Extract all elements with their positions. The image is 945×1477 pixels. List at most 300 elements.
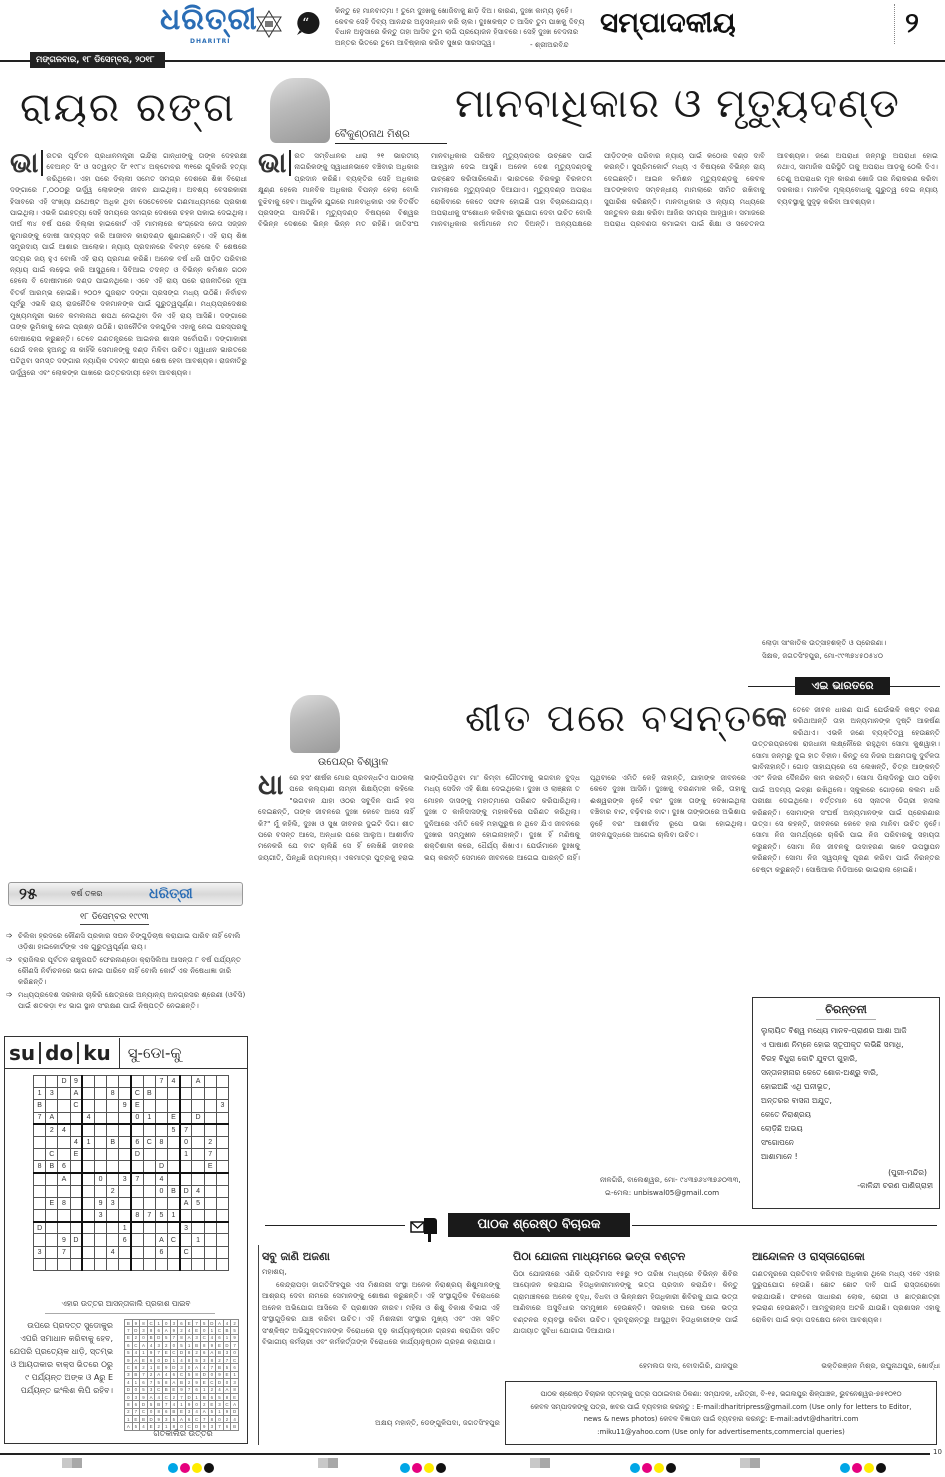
sudoku-cell[interactable] xyxy=(143,1258,155,1270)
sudoku-cell[interactable] xyxy=(107,1112,119,1124)
sudoku-cell[interactable] xyxy=(155,1258,167,1270)
sudoku-cell[interactable] xyxy=(216,1136,228,1148)
sudoku-cell: 5 xyxy=(192,1197,204,1209)
sudoku-cell[interactable] xyxy=(131,1185,143,1197)
solution-cell: D xyxy=(162,1356,170,1363)
solution-cell: 7 xyxy=(223,1356,231,1363)
sudoku-cell: E xyxy=(168,1112,180,1124)
solution-cell: 5 xyxy=(231,1327,239,1334)
solution-cell: 4 xyxy=(178,1356,186,1363)
sudoku-cell[interactable] xyxy=(204,1222,216,1234)
sudoku-cell[interactable] xyxy=(107,1161,119,1173)
poem-line: କେତେ ନିରାଶ୍ରୟ xyxy=(761,1110,811,1119)
sudoku-row xyxy=(34,1234,229,1246)
in-india-text: ତେବେ ଜୀବନ ଧାରଣ ପାଇଁ ଯେଉଁଭଳି କଷ୍ଟ ବରଣ କରିଥାଆନ୍ତି ତାହା ଅନ୍ୟମାନଙ୍କ ଦୃଷ୍ଟି ଆକର୍ଷଣ କରିଥାଏ। ଏଭଳି ଜଣେ ବ୍ୟକ୍ତିତ୍ୱ ହେଉଛନ୍ତି ଉତ୍ତରପ୍ରଦେଶ ରାଜଧାନୀ ଲକ୍ଷ୍ନୌରେ ରହୁଥିବା ସୋମା କୁଶୱାହା। ସୋମା ଜନ୍ମରୁ ଦୁଇ ହାତ ବିହୀନ। କିନ୍ତୁ ସେ ନିଜର ଅକ୍ଷମତାକୁ ଦୁର୍ବଳତା ଭାବିନାହାନ୍ତି। ଗୋଡ଼ ସାହାଯ୍ୟରେ ସେ ଲେଖନ୍ତି, ଚିତ୍ର ଆଙ୍କନ୍ତି ଏବଂ ନିଜର ଦୈନନ୍ଦିନ କାମ କରନ୍ତି। ସୋମା ପିଲାଦିନରୁ ପାଠ ପଢ଼ିବା ପାଇଁ ଅଦମ୍ୟ ଇଚ୍ଛା ରଖିଥିଲେ। ସ୍କୁଲରେ ଗୋଡ଼ରେ କଲମ ଧରି ପରୀକ୍ଷା ଦେଇଥିଲେ। ବର୍ତ୍ତମାନ ସେ ସ୍ନାତକ ଡିଗ୍ରୀ ହାସଲ କରିଛନ୍ତି। ସୋମାଙ୍କ ସଂଘର୍ଷ ଅନ୍ୟମାନଙ୍କ ପାଇଁ ପ୍ରେରଣାର ଉତ୍ସ। ସେ କହନ୍ତି, ଜୀବନରେ କେବେ ହାର ମାନିବା ଉଚିତ ନୁହେଁ। ସୋମା ନିଜ ସାମର୍ଥ୍ୟରେ ଚାକିରି ପାଇ ନିଜ ପରିବାରକୁ ସହାୟତା କରୁଛନ୍ତି। ସୋମା ନିଜ ଜୀବନକୁ ଉଦାହରଣ ଭାବେ ଉପସ୍ଥାପନ କରିଛନ୍ତି। ସୋମା ନିଜ ସ୍ୱପ୍ନକୁ ପୂରଣ କରିବା ପାଇଁ ନିରନ୍ତର ଚେଷ୍ଟା କରୁଛନ୍ତି। ସୋଷିଆଲ ମିଡିଆରେ ଭାଇରାଲ ହୋଇଛି। xyxy=(752,705,940,874)
solution-cell: E xyxy=(125,1334,133,1341)
quote-author: - ଶ୍ରୀଅରବିନ୍ଦ xyxy=(530,40,569,49)
sudoku-cell: A xyxy=(46,1112,58,1124)
sudoku-cell[interactable] xyxy=(155,1149,167,1161)
sudoku-cell[interactable] xyxy=(82,1124,94,1136)
solution-cell: E xyxy=(216,1342,224,1349)
sudoku-cell[interactable] xyxy=(58,1088,70,1100)
solution-cell: 6 xyxy=(170,1371,178,1378)
sudoku-cell[interactable] xyxy=(192,1246,204,1258)
sudoku-cell[interactable] xyxy=(216,1149,228,1161)
solution-cell: E xyxy=(147,1423,155,1430)
sudoku-cell[interactable] xyxy=(131,1258,143,1270)
solution-cell: B xyxy=(170,1408,178,1415)
black-dot-icon xyxy=(666,1463,676,1473)
sudoku-cell[interactable] xyxy=(143,1124,155,1136)
solution-cell: 7 xyxy=(193,1320,201,1327)
sudoku-cell[interactable] xyxy=(119,1136,131,1148)
section-title: ସମ୍ପାଦକୀୟ xyxy=(600,6,736,39)
solution-cell: 4 xyxy=(208,1334,216,1341)
sudoku-cell[interactable] xyxy=(143,1197,155,1209)
sudoku-cell[interactable] xyxy=(119,1149,131,1161)
sudoku-cell[interactable] xyxy=(119,1258,131,1270)
solution-cell: 8 xyxy=(231,1386,239,1393)
poem-line: ହୋଇଅଛି ଏଥି ଘନୀଭୂତ, xyxy=(761,1082,831,1091)
sudoku-cell[interactable] xyxy=(94,1234,106,1246)
sudoku-cell[interactable] xyxy=(180,1100,192,1112)
solution-cell: D xyxy=(132,1327,140,1334)
sudoku-cell[interactable] xyxy=(107,1234,119,1246)
sudoku-cell[interactable] xyxy=(34,1197,46,1209)
solution-cell: 8 xyxy=(185,1349,193,1356)
sudoku-cell[interactable] xyxy=(107,1258,119,1270)
sudoku-cell[interactable] xyxy=(216,1246,228,1258)
sudoku-cell[interactable] xyxy=(143,1222,155,1234)
sudoku-cell[interactable] xyxy=(94,1149,106,1161)
sudoku-cell[interactable] xyxy=(70,1258,82,1270)
sudoku-cell[interactable] xyxy=(216,1173,228,1185)
sudoku-cell[interactable] xyxy=(131,1076,143,1088)
sudoku-cell[interactable] xyxy=(216,1258,228,1270)
sudoku-cell: B xyxy=(143,1088,155,1100)
solution-cell: 8 xyxy=(185,1356,193,1363)
sudoku-cell[interactable] xyxy=(58,1185,70,1197)
sudoku-cell[interactable] xyxy=(94,1076,106,1088)
sudoku-cell[interactable] xyxy=(180,1161,192,1173)
author-photo-baikunthanath xyxy=(270,78,330,143)
solution-cell: 6 xyxy=(140,1379,148,1386)
sudoku-cell[interactable] xyxy=(107,1076,119,1088)
sudoku-cell[interactable] xyxy=(107,1222,119,1234)
sudoku-cell: 1 xyxy=(119,1222,131,1234)
sudoku-cell[interactable] xyxy=(131,1246,143,1258)
sudoku-cell[interactable] xyxy=(82,1258,94,1270)
sudoku-cell: D xyxy=(192,1112,204,1124)
sudoku-cell[interactable] xyxy=(204,1112,216,1124)
sudoku-cell[interactable] xyxy=(46,1258,58,1270)
sudoku-cell[interactable] xyxy=(119,1197,131,1209)
solution-cell: 5 xyxy=(132,1423,140,1430)
sudoku-cell[interactable] xyxy=(70,1246,82,1258)
sudoku-cell[interactable] xyxy=(180,1076,192,1088)
solution-cell: 5 xyxy=(200,1320,208,1327)
solution-cell: 5 xyxy=(193,1356,201,1363)
sudoku-cell[interactable] xyxy=(46,1210,58,1222)
sudoku-cell[interactable] xyxy=(34,1258,46,1270)
sudoku-cell[interactable] xyxy=(34,1173,46,1185)
sudoku-cell[interactable] xyxy=(119,1112,131,1124)
sudoku-cell[interactable] xyxy=(143,1161,155,1173)
letter-2-signoff: ହେମଲତା ଦାସ, ବୋଦାଗିରି, ଯାଜପୁର xyxy=(639,1361,738,1370)
sudoku-cell[interactable] xyxy=(180,1173,192,1185)
solution-row xyxy=(125,1356,239,1363)
sudoku-cell[interactable] xyxy=(143,1076,155,1088)
sudoku-cell[interactable] xyxy=(58,1149,70,1161)
letter-1-signoff: ଅକ୍ଷୟ ମହାନ୍ତି, ଡେଙ୍ଗୁଳିପଦା, ଜଗତସିଂହପୁର xyxy=(375,1418,500,1427)
in-india-dropcap: କେ xyxy=(752,700,787,733)
history-banner-logo: ଧରିତ୍ରୀ xyxy=(149,886,193,902)
letters-rule-right xyxy=(632,1225,937,1226)
sudoku-cell[interactable] xyxy=(204,1088,216,1100)
solution-cell: A xyxy=(162,1327,170,1334)
solution-cell: C xyxy=(140,1408,148,1415)
sudoku-cell[interactable] xyxy=(94,1136,106,1148)
sudoku-cell[interactable] xyxy=(168,1100,180,1112)
sudoku-cell: C xyxy=(131,1088,143,1100)
solution-cell: 8 xyxy=(155,1408,163,1415)
solution-cell: 8 xyxy=(147,1327,155,1334)
black-dot-icon xyxy=(436,1463,446,1473)
sudoku-cell[interactable] xyxy=(58,1258,70,1270)
sudoku-cell[interactable] xyxy=(216,1234,228,1246)
solution-cell: 4 xyxy=(140,1423,148,1430)
letter-3-title: ଆନ୍ଦୋଳନ ଓ ରାସ୍ତାରୋକୋ xyxy=(752,1250,865,1263)
sudoku-cell[interactable] xyxy=(46,1234,58,1246)
sudoku-cell[interactable] xyxy=(143,1234,155,1246)
article1-dropcap: ଭା xyxy=(258,150,291,176)
sudoku-cell[interactable] xyxy=(192,1149,204,1161)
sudoku-cell[interactable] xyxy=(70,1210,82,1222)
solution-cell: D xyxy=(178,1349,186,1356)
sudoku-cell: D xyxy=(180,1185,192,1197)
sudoku-cell[interactable] xyxy=(204,1185,216,1197)
sudoku-cell[interactable] xyxy=(82,1076,94,1088)
solution-cell: C xyxy=(231,1356,239,1363)
sudoku-cell[interactable] xyxy=(94,1100,106,1112)
sudoku-cell: 1 xyxy=(192,1234,204,1246)
sudoku-row xyxy=(34,1185,229,1197)
sudoku-cell[interactable] xyxy=(82,1149,94,1161)
sudoku-cell[interactable] xyxy=(204,1246,216,1258)
sudoku-cell: 9 xyxy=(119,1100,131,1112)
sudoku-cell[interactable] xyxy=(46,1076,58,1088)
sudoku-cell[interactable] xyxy=(155,1100,167,1112)
sudoku-cell[interactable] xyxy=(58,1222,70,1234)
sudoku-cell[interactable] xyxy=(131,1222,143,1234)
sudoku-cell[interactable] xyxy=(180,1258,192,1270)
solution-cell: B xyxy=(216,1349,224,1356)
sudoku-cell[interactable] xyxy=(119,1076,131,1088)
sudoku-cell[interactable] xyxy=(82,1173,94,1185)
sudoku-cell[interactable] xyxy=(168,1197,180,1209)
sudoku-cell[interactable] xyxy=(34,1136,46,1148)
sudoku-cell[interactable] xyxy=(192,1222,204,1234)
solution-cell: 6 xyxy=(208,1393,216,1400)
sudoku-cell[interactable] xyxy=(192,1100,204,1112)
sudoku-cell: C xyxy=(168,1234,180,1246)
sudoku-cell[interactable] xyxy=(168,1149,180,1161)
sudoku-cell: 6 xyxy=(119,1234,131,1246)
footer-page-number: 10 xyxy=(933,1448,942,1456)
solution-cell: C xyxy=(170,1349,178,1356)
solution-cell: 3 xyxy=(208,1423,216,1430)
contact-advt-email-alt[interactable]: :miku11@yahoo.com (Use only for advertisements,commercial queries) xyxy=(597,1427,845,1436)
sudoku-cell[interactable] xyxy=(46,1173,58,1185)
sudoku-cell[interactable] xyxy=(119,1246,131,1258)
solution-cell: 7 xyxy=(140,1371,148,1378)
sudoku-cell[interactable] xyxy=(82,1210,94,1222)
sudoku-header xyxy=(5,1037,247,1069)
sudoku-cell[interactable] xyxy=(82,1100,94,1112)
sudoku-cell[interactable] xyxy=(34,1210,46,1222)
sudoku-cell: A xyxy=(192,1076,204,1088)
solution-cell: 9 xyxy=(200,1423,208,1430)
sudoku-cell[interactable] xyxy=(34,1185,46,1197)
sudoku-cell[interactable] xyxy=(216,1185,228,1197)
sudoku-cell[interactable] xyxy=(192,1258,204,1270)
sudoku-cell: B xyxy=(34,1100,46,1112)
sudoku-cell[interactable] xyxy=(107,1100,119,1112)
solution-cell: 6 xyxy=(231,1364,239,1371)
sudoku-cell[interactable] xyxy=(216,1197,228,1209)
solution-cell: C xyxy=(216,1327,224,1334)
sudoku-solution-grid xyxy=(124,1319,239,1431)
sudoku-cell[interactable] xyxy=(204,1210,216,1222)
sudoku-cell[interactable] xyxy=(94,1088,106,1100)
solution-cell: A xyxy=(178,1416,186,1423)
sudoku-cell[interactable] xyxy=(94,1246,106,1258)
solution-cell: 4 xyxy=(193,1408,201,1415)
cyan-dot-icon xyxy=(840,1463,850,1473)
solution-cell: D xyxy=(155,1334,163,1341)
sudoku-cell[interactable] xyxy=(82,1185,94,1197)
sudoku-cell[interactable] xyxy=(155,1088,167,1100)
solution-cell: B xyxy=(125,1320,133,1327)
sudoku-cell[interactable] xyxy=(82,1246,94,1258)
sudoku-cell[interactable] xyxy=(216,1210,228,1222)
sudoku-cell[interactable] xyxy=(168,1161,180,1173)
solution-cell: 6 xyxy=(193,1386,201,1393)
sudoku-cell[interactable] xyxy=(94,1112,106,1124)
solution-cell: 4 xyxy=(125,1379,133,1386)
sudoku-cell: D xyxy=(34,1222,46,1234)
sudoku-cell[interactable] xyxy=(107,1210,119,1222)
sudoku-cell[interactable] xyxy=(180,1088,192,1100)
sudoku-cell[interactable] xyxy=(168,1258,180,1270)
sudoku-cell[interactable] xyxy=(70,1124,82,1136)
sudoku-cell[interactable] xyxy=(180,1210,192,1222)
article2-signoff-email[interactable]: ଇ-ମେଲ: unbiswal05@gmail.com xyxy=(605,1188,720,1197)
sudoku-cell[interactable] xyxy=(192,1124,204,1136)
sudoku-cell[interactable] xyxy=(58,1136,70,1148)
article2-text: ରେ ହସ' ଶୀର୍ଷକ ମୋର ପ୍ରବନ୍ଧଟିଏ ପାଠକଲା ପରେ କଲ୍ୟାଣୀ ନାମ୍ନୀ ଶିକ୍ଷୟିତ୍ରୀ କହିଲେ "ଭଗବାନ ଯାହା ଓଠର ସବୁଦିନ ପାଇଁ ହସ ଦେଇଛନ୍ତି, ତାଙ୍କ ଜୀବନରେ ଦୁଃଖ କେବେ ଆସେ ନାହିଁ କି?" ମୁଁ କହିଲି, ଦୁଃଖ ଓ ସୁଖ ଜୀବନର ଦୁଇଟି ଦିଗ। ଶୀତ ପରେ ବସନ୍ତ ଆସେ, ଅନ୍ଧାର ପରେ ଆଲୁଅ। ଆଶୀର୍ବାଦ ମନେକରି ଯେ ବାଟ ଚାଲିଛି ସେ ହିଁ ଲେଖିଛି ଜୀବନର ଜୟଗୀତି, ପିନ୍ଧିଛି ଜୟମାଳ୍ୟ। ଏକମାତ୍ର ପୁତ୍ରକୁ ହରାଇ ଭାଙ୍ଗିପଡ଼ିଥିବା ମା' କିମ୍ବା ଗୌତମୀକୁ ଭଗବାନ ବୁଦ୍ଧ ମଧ୍ୟ ସେଦିନ ଏହି ଶିକ୍ଷା ଦେଇଥିଲେ। ଦୁଃଖ ଓ ଲାଞ୍ଛନା ତ ମୋହନ ଦାସଙ୍କୁ ମହାତ୍ମାରେ ପରିଣତ କରିପାରିଥିଲା। ଦୁଃଖ ତ କାଳିଦାସଙ୍କୁ ମହାକବିରେ ପରିଣତ କରିଥିଲା। ଦୁନିଆରେ ଏମିତି କେହି ମହାପୁରୁଷ ନ ଥିବେ ଯିଏ ଜୀବନରେ ଦୁଃଖର ସମ୍ମୁଖୀନ ହୋଇନାହାନ୍ତି। ଦୁଃଖ ହିଁ ମଣିଷକୁ ଶକ୍ତିଶାଳୀ କରେ, ଧୈର୍ଯ୍ୟ ଶିଖାଏ। ଯେଉଁମାନେ ଦୁଃଖକୁ ଭୟ କରନ୍ତି ସେମାନେ ଜୀବନରେ ଆଗେଇ ପାରନ୍ତି ନାହିଁ। ପୃଥିବୀରେ ଏମିତି କେହି ନାହାନ୍ତି, ଯାହାଙ୍କ ଜୀବନରେ କେବେ ଦୁଃଖ ଆସିନି। ଦୁଃଖକୁ ବରଣମାଳ କରି, ତାହାକୁ ଈଶ୍ୱରଙ୍କ ନୁହେଁ ବରଂ ଦୁଃଖ ତାଙ୍କୁ ଦେଖାଇଥିଲା ବଞ୍ଚିବାର ବାଟ, ବଢ଼ିବାର ବାଟ। ଦୁଃଖ ତାଙ୍କଠାରେ ଅଭିଶାପ ନୁହେଁ ବରଂ ଆଶୀର୍ବାଦ ରୂପେ ଉଭା ହୋଇଥିଲା। ଜୀବନଯୁଦ୍ଧରେ ଆଗେଇ ଚାଲିବା ଉଚିତ। xyxy=(258,773,746,862)
sudoku-cell[interactable] xyxy=(180,1112,192,1124)
sudoku-cell: 7 xyxy=(155,1076,167,1088)
sudoku-cell[interactable] xyxy=(168,1222,180,1234)
sudoku-cell[interactable] xyxy=(131,1234,143,1246)
solution-cell: 5 xyxy=(185,1371,193,1378)
sudoku-title-divider xyxy=(77,1042,79,1064)
sudoku-cell: 7 xyxy=(143,1210,155,1222)
sudoku-cell[interactable] xyxy=(204,1234,216,1246)
sudoku-cell[interactable] xyxy=(46,1136,58,1148)
sudoku-cell[interactable] xyxy=(46,1185,58,1197)
sudoku-cell: D xyxy=(58,1076,70,1088)
sudoku-cell[interactable] xyxy=(168,1173,180,1185)
sudoku-cell[interactable] xyxy=(70,1173,82,1185)
sudoku-cell[interactable] xyxy=(119,1185,131,1197)
sudoku-cell[interactable] xyxy=(82,1161,94,1173)
sudoku-cell: 4 xyxy=(168,1076,180,1088)
sudoku-cell[interactable] xyxy=(94,1161,106,1173)
sudoku-cell[interactable] xyxy=(107,1149,119,1161)
sudoku-cell[interactable] xyxy=(143,1100,155,1112)
solution-cell: 6 xyxy=(162,1408,170,1415)
sudoku-title-divider xyxy=(39,1042,41,1064)
solution-cell: 9 xyxy=(140,1393,148,1400)
solution-cell: D xyxy=(140,1401,148,1408)
sudoku-cell[interactable] xyxy=(143,1185,155,1197)
sudoku-cell[interactable] xyxy=(192,1173,204,1185)
sudoku-cell[interactable] xyxy=(119,1088,131,1100)
sudoku-cell[interactable] xyxy=(168,1136,180,1148)
sudoku-cell[interactable] xyxy=(143,1173,155,1185)
sudoku-cell[interactable] xyxy=(216,1112,228,1124)
sudoku-cell[interactable] xyxy=(204,1076,216,1088)
sudoku-cell[interactable] xyxy=(216,1076,228,1088)
sudoku-cell[interactable] xyxy=(82,1222,94,1234)
sudoku-cell[interactable] xyxy=(94,1185,106,1197)
sudoku-cell[interactable] xyxy=(46,1246,58,1258)
in-india-title: ଏଇ ଭାରତରେ xyxy=(795,677,890,695)
sudoku-cell[interactable] xyxy=(119,1161,131,1173)
solution-cell: 3 xyxy=(178,1364,186,1371)
sudoku-cell[interactable] xyxy=(204,1197,216,1209)
sudoku-cell[interactable] xyxy=(94,1124,106,1136)
sudoku-cell[interactable] xyxy=(119,1210,131,1222)
solution-cell: 4 xyxy=(231,1416,239,1423)
sudoku-cell[interactable] xyxy=(216,1161,228,1173)
star-emblem-icon xyxy=(255,10,283,38)
sudoku-cell[interactable] xyxy=(216,1088,228,1100)
solution-cell: 2 xyxy=(193,1349,201,1356)
sudoku-cell[interactable] xyxy=(192,1088,204,1100)
yellow-dot-icon xyxy=(654,1463,664,1473)
sudoku-cell[interactable] xyxy=(70,1185,82,1197)
solution-cell: 6 xyxy=(147,1356,155,1363)
sudoku-cell[interactable] xyxy=(131,1161,143,1173)
sudoku-cell[interactable] xyxy=(119,1124,131,1136)
sudoku-cell: 0 xyxy=(94,1173,106,1185)
sudoku-cell[interactable] xyxy=(168,1088,180,1100)
yellow-dot-icon xyxy=(424,1463,434,1473)
sudoku-cell[interactable] xyxy=(46,1222,58,1234)
solution-cell: 1 xyxy=(132,1379,140,1386)
sudoku-cell[interactable] xyxy=(192,1136,204,1148)
sudoku-cell[interactable] xyxy=(216,1222,228,1234)
sudoku-cell[interactable] xyxy=(82,1234,94,1246)
sudoku-cell: 4 xyxy=(155,1173,167,1185)
byline-rule xyxy=(335,143,447,144)
yellow-dot-icon xyxy=(192,1463,202,1473)
sudoku-row xyxy=(34,1222,229,1234)
sudoku-cell[interactable] xyxy=(46,1100,58,1112)
sudoku-cell[interactable] xyxy=(155,1124,167,1136)
sudoku-cell: 2 xyxy=(204,1136,216,1148)
print-cmyk-marks xyxy=(840,1458,888,1477)
sudoku-cell[interactable] xyxy=(70,1112,82,1124)
sudoku-cell[interactable] xyxy=(192,1161,204,1173)
solution-cell: 3 xyxy=(147,1386,155,1393)
sudoku-cell[interactable] xyxy=(143,1246,155,1258)
letter-3-signoff: ଭକ୍ତିରଞ୍ଜନ ମିଶ୍ର, ରଘୁନାଥପୁର, ଖୋର୍ଦ୍ଧା xyxy=(821,1361,940,1370)
sudoku-cell[interactable] xyxy=(70,1197,82,1209)
sudoku-cell[interactable] xyxy=(155,1112,167,1124)
sudoku-cell[interactable] xyxy=(82,1088,94,1100)
solution-cell: 9 xyxy=(147,1349,155,1356)
sudoku-cell[interactable] xyxy=(180,1234,192,1246)
sudoku-cell[interactable] xyxy=(131,1124,143,1136)
sudoku-cell[interactable] xyxy=(94,1258,106,1270)
sudoku-cell[interactable] xyxy=(70,1161,82,1173)
poem-line: ସଂଗୋପନେ xyxy=(761,1138,794,1147)
sudoku-grid[interactable] xyxy=(33,1075,229,1271)
sudoku-cell[interactable] xyxy=(94,1222,106,1234)
sudoku-cell: 8 xyxy=(58,1197,70,1209)
solution-cell: 0 xyxy=(132,1386,140,1393)
solution-cell: 4 xyxy=(147,1342,155,1349)
sudoku-cell[interactable] xyxy=(107,1173,119,1185)
sudoku-cell[interactable] xyxy=(204,1100,216,1112)
contact-editor-email[interactable]: କେବଳ ସମ୍ପାଦକଙ୍କୁ ପତ୍ର, ଖବର ପାଇଁ ବ୍ୟବହାର କରନ୍ତୁ : E-mail:dharitripress@gmail.com (Use only for letters to Editor, xyxy=(530,1402,912,1411)
solution-cell: C xyxy=(193,1416,201,1423)
sudoku-cell[interactable] xyxy=(58,1210,70,1222)
sudoku-cell[interactable] xyxy=(155,1197,167,1209)
sudoku-cell[interactable] xyxy=(216,1124,228,1136)
sudoku-cell[interactable] xyxy=(204,1173,216,1185)
sudoku-cell[interactable] xyxy=(143,1149,155,1161)
solution-cell: 6 xyxy=(178,1320,186,1327)
sudoku-cell[interactable] xyxy=(131,1197,143,1209)
sudoku-cell: 3 xyxy=(34,1246,46,1258)
sudoku-cell[interactable] xyxy=(155,1222,167,1234)
contact-advt-email[interactable]: news & news photos) କେବଳ ବିଜ୍ଞାପନ ପାଇଁ ବ୍ୟବହାର କରନ୍ତୁ: E-mail:advt@dharitri.com xyxy=(583,1415,859,1423)
solution-cell: 2 xyxy=(140,1364,148,1371)
sudoku-cell[interactable] xyxy=(168,1246,180,1258)
sudoku-cell[interactable] xyxy=(34,1124,46,1136)
sudoku-cell[interactable] xyxy=(70,1222,82,1234)
sudoku-cell[interactable] xyxy=(34,1149,46,1161)
sudoku-cell[interactable] xyxy=(58,1100,70,1112)
sudoku-cell[interactable] xyxy=(34,1234,46,1246)
sudoku-cell[interactable] xyxy=(204,1124,216,1136)
sudoku-cell[interactable] xyxy=(107,1124,119,1136)
sudoku-row xyxy=(34,1161,229,1173)
sudoku-cell[interactable] xyxy=(204,1258,216,1270)
solution-cell: 2 xyxy=(162,1342,170,1349)
sudoku-cell[interactable] xyxy=(82,1197,94,1209)
solution-cell: 8 xyxy=(132,1364,140,1371)
sudoku-cell[interactable] xyxy=(192,1210,204,1222)
sudoku-cell[interactable] xyxy=(58,1112,70,1124)
sudoku-cell[interactable] xyxy=(34,1076,46,1088)
solution-cell: 1 xyxy=(178,1401,186,1408)
